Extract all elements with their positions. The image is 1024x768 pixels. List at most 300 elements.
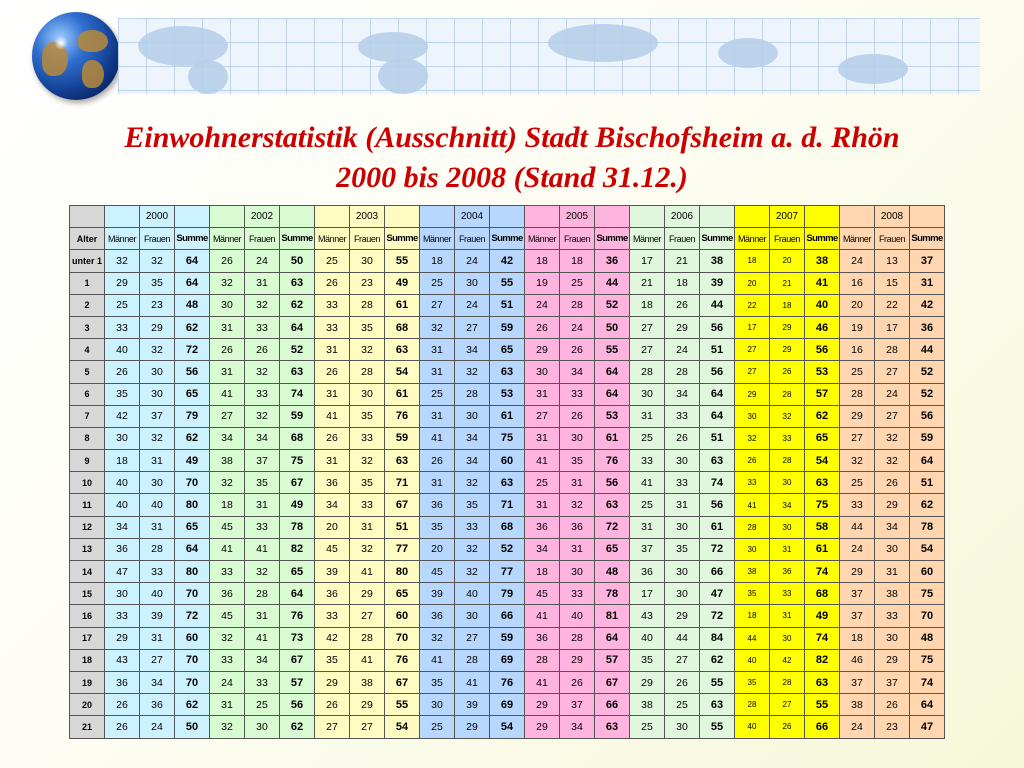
summe-cell: 63: [280, 361, 315, 383]
summe-cell: 56: [700, 494, 735, 516]
frauen-cell: 32: [140, 339, 175, 361]
frauen-cell: 29: [875, 649, 910, 671]
table-row: [70, 494, 945, 516]
summe-cell: 57: [280, 671, 315, 693]
summe-cell: 64: [595, 361, 630, 383]
frauen-cell: 30: [770, 516, 805, 538]
summe-cell: 76: [490, 671, 525, 693]
age-cell: 13: [70, 538, 105, 560]
frauen-cell: 29: [350, 583, 385, 605]
frauen-cell: 18: [665, 272, 700, 294]
maenner-cell: 34: [105, 516, 140, 538]
maenner-cell: 32: [420, 627, 455, 649]
frauen-cell: 28: [350, 361, 385, 383]
summe-cell: 71: [490, 494, 525, 516]
frauen-cell: 35: [350, 316, 385, 338]
summe-cell: 65: [385, 583, 420, 605]
summe-cell: 37: [910, 250, 945, 272]
summe-cell: 67: [595, 671, 630, 693]
summe-cell: 52: [910, 383, 945, 405]
summe-cell: 47: [910, 716, 945, 738]
maenner-cell: 45: [315, 538, 350, 560]
summe-cell: 40: [805, 294, 840, 316]
maenner-cell: 40: [735, 649, 770, 671]
frauen-cell: 32: [455, 361, 490, 383]
frauen-cell: 28: [770, 383, 805, 405]
frauen-cell: 29: [560, 649, 595, 671]
summe-cell: 81: [595, 605, 630, 627]
maenner-cell: 33: [105, 605, 140, 627]
frauen-cell: 28: [560, 294, 595, 316]
age-cell: 2: [70, 294, 105, 316]
summe-cell: 53: [805, 361, 840, 383]
summe-cell: 55: [385, 250, 420, 272]
frauen-cell: 30: [455, 605, 490, 627]
summe-cell: 57: [805, 383, 840, 405]
maenner-cell: 29: [525, 694, 560, 716]
column-header-summe: Summe: [595, 228, 630, 250]
summe-cell: 69: [490, 694, 525, 716]
table-row: [70, 671, 945, 693]
summe-cell: 75: [490, 427, 525, 449]
frauen-cell: 29: [140, 316, 175, 338]
summe-cell: 64: [175, 538, 210, 560]
frauen-cell: 32: [875, 427, 910, 449]
summe-cell: 58: [805, 516, 840, 538]
summe-cell: 65: [595, 538, 630, 560]
age-cell: 6: [70, 383, 105, 405]
age-cell: 11: [70, 494, 105, 516]
maenner-cell: 32: [840, 450, 875, 472]
maenner-cell: 26: [105, 716, 140, 738]
age-cell: 17: [70, 627, 105, 649]
summe-cell: 79: [490, 583, 525, 605]
frauen-cell: 29: [875, 494, 910, 516]
column-header-maenner: Männer: [315, 228, 350, 250]
frauen-cell: 20: [770, 250, 805, 272]
maenner-cell: 36: [315, 472, 350, 494]
maenner-cell: 35: [105, 383, 140, 405]
frauen-cell: 30: [875, 538, 910, 560]
frauen-cell: 26: [560, 405, 595, 427]
maenner-cell: 44: [840, 516, 875, 538]
maenner-cell: 27: [630, 339, 665, 361]
frauen-cell: 40: [560, 605, 595, 627]
frauen-cell: 32: [140, 427, 175, 449]
column-header-frauen: Frauen: [560, 228, 595, 250]
frauen-cell: 32: [245, 405, 280, 427]
table-row: [70, 694, 945, 716]
frauen-cell: 35: [140, 272, 175, 294]
maenner-cell: 39: [315, 561, 350, 583]
frauen-cell: 24: [455, 294, 490, 316]
maenner-cell: 29: [630, 671, 665, 693]
summe-cell: 63: [490, 361, 525, 383]
summe-cell: 65: [490, 339, 525, 361]
summe-cell: 79: [175, 405, 210, 427]
summe-cell: 52: [490, 538, 525, 560]
table-row: [70, 649, 945, 671]
frauen-cell: 36: [140, 694, 175, 716]
maenner-cell: 19: [525, 272, 560, 294]
frauen-cell: 24: [875, 383, 910, 405]
frauen-cell: 30: [560, 561, 595, 583]
maenner-cell: 25: [420, 383, 455, 405]
frauen-cell: 30: [665, 450, 700, 472]
maenner-cell: 26: [420, 450, 455, 472]
frauen-cell: 33: [245, 516, 280, 538]
column-header-frauen: Frauen: [770, 228, 805, 250]
frauen-cell: 37: [875, 671, 910, 693]
frauen-cell: 31: [770, 605, 805, 627]
summe-cell: 44: [595, 272, 630, 294]
maenner-cell: 31: [525, 383, 560, 405]
summe-cell: 64: [700, 405, 735, 427]
summe-cell: 47: [700, 583, 735, 605]
column-header-frauen: Frauen: [455, 228, 490, 250]
frauen-cell: 33: [875, 605, 910, 627]
maenner-cell: 40: [105, 472, 140, 494]
frauen-cell: 41: [350, 649, 385, 671]
maenner-cell: 36: [420, 605, 455, 627]
summe-cell: 51: [490, 294, 525, 316]
frauen-cell: 35: [560, 450, 595, 472]
frauen-cell: 40: [455, 583, 490, 605]
frauen-cell: 32: [245, 561, 280, 583]
table-row: [70, 427, 945, 449]
maenner-cell: 21: [630, 272, 665, 294]
frauen-cell: 26: [770, 361, 805, 383]
summe-cell: 65: [175, 516, 210, 538]
summe-cell: 82: [805, 649, 840, 671]
summe-cell: 70: [910, 605, 945, 627]
summe-cell: 49: [385, 272, 420, 294]
maenner-cell: 29: [525, 339, 560, 361]
maenner-cell: 41: [315, 405, 350, 427]
table-row: [70, 605, 945, 627]
frauen-cell: 13: [875, 250, 910, 272]
frauen-cell: 30: [665, 561, 700, 583]
maenner-cell: 18: [840, 627, 875, 649]
maenner-cell: 26: [105, 361, 140, 383]
maenner-cell: 18: [630, 294, 665, 316]
frauen-cell: 30: [875, 627, 910, 649]
frauen-cell: 32: [350, 450, 385, 472]
frauen-cell: 30: [140, 361, 175, 383]
summe-cell: 62: [805, 405, 840, 427]
column-header-summe: Summe: [910, 228, 945, 250]
maenner-cell: 30: [525, 361, 560, 383]
summe-cell: 61: [490, 405, 525, 427]
table-row: [70, 272, 945, 294]
frauen-cell: 31: [140, 627, 175, 649]
maenner-cell: 26: [105, 694, 140, 716]
summe-cell: 51: [700, 339, 735, 361]
maenner-cell: 42: [315, 627, 350, 649]
summe-cell: 53: [595, 405, 630, 427]
frauen-cell: 30: [665, 516, 700, 538]
maenner-cell: 36: [630, 561, 665, 583]
maenner-cell: 26: [315, 427, 350, 449]
frauen-cell: 32: [350, 538, 385, 560]
frauen-cell: 33: [560, 583, 595, 605]
maenner-cell: 27: [210, 405, 245, 427]
summe-cell: 49: [175, 450, 210, 472]
year-header-blank: [280, 206, 315, 228]
summe-cell: 60: [490, 450, 525, 472]
frauen-cell: 30: [455, 405, 490, 427]
summe-cell: 68: [805, 583, 840, 605]
summe-cell: 64: [175, 250, 210, 272]
year-header-2006: 2006: [665, 206, 700, 228]
maenner-cell: 31: [420, 472, 455, 494]
year-header-blank: [210, 206, 245, 228]
frauen-cell: 25: [245, 694, 280, 716]
maenner-cell: 32: [210, 272, 245, 294]
maenner-cell: 36: [105, 538, 140, 560]
age-cell: 4: [70, 339, 105, 361]
maenner-cell: 28: [525, 649, 560, 671]
summe-cell: 64: [700, 383, 735, 405]
frauen-cell: 27: [665, 649, 700, 671]
summe-cell: 65: [175, 383, 210, 405]
globe-logo: [32, 12, 120, 100]
year-header-2007: 2007: [770, 206, 805, 228]
corner-cell: [70, 206, 105, 228]
maenner-cell: 31: [315, 383, 350, 405]
summe-cell: 76: [385, 649, 420, 671]
frauen-cell: 28: [455, 649, 490, 671]
maenner-cell: 32: [735, 427, 770, 449]
summe-cell: 36: [910, 316, 945, 338]
frauen-cell: 26: [560, 671, 595, 693]
maenner-cell: 44: [735, 627, 770, 649]
age-cell: 18: [70, 649, 105, 671]
summe-cell: 59: [490, 316, 525, 338]
frauen-cell: 27: [770, 694, 805, 716]
maenner-cell: 24: [840, 538, 875, 560]
maenner-cell: 27: [630, 316, 665, 338]
summe-cell: 72: [175, 605, 210, 627]
maenner-cell: 26: [315, 272, 350, 294]
frauen-cell: 31: [245, 272, 280, 294]
frauen-cell: 28: [560, 627, 595, 649]
frauen-cell: 41: [455, 671, 490, 693]
frauen-cell: 39: [140, 605, 175, 627]
column-header-frauen: Frauen: [875, 228, 910, 250]
year-header-2000: 2000: [140, 206, 175, 228]
frauen-cell: 33: [560, 383, 595, 405]
year-header-blank: [175, 206, 210, 228]
frauen-cell: 30: [350, 250, 385, 272]
summe-cell: 38: [700, 250, 735, 272]
maenner-cell: 31: [630, 405, 665, 427]
maenner-cell: 29: [525, 716, 560, 738]
summe-cell: 63: [385, 450, 420, 472]
frauen-cell: 35: [350, 472, 385, 494]
maenner-cell: 35: [315, 649, 350, 671]
summe-cell: 62: [175, 316, 210, 338]
frauen-cell: 33: [770, 583, 805, 605]
column-header-maenner: Männer: [840, 228, 875, 250]
maenner-cell: 28: [735, 516, 770, 538]
summe-cell: 77: [490, 561, 525, 583]
summe-cell: 75: [805, 494, 840, 516]
frauen-cell: 27: [350, 716, 385, 738]
summe-cell: 57: [595, 649, 630, 671]
table-row: [70, 316, 945, 338]
maenner-cell: 41: [420, 427, 455, 449]
year-header-2003: 2003: [350, 206, 385, 228]
frauen-cell: 40: [140, 583, 175, 605]
frauen-cell: 41: [350, 561, 385, 583]
maenner-cell: 20: [315, 516, 350, 538]
summe-cell: 67: [280, 649, 315, 671]
summe-cell: 59: [280, 405, 315, 427]
maenner-cell: 27: [525, 405, 560, 427]
table-row: [70, 561, 945, 583]
frauen-cell: 36: [770, 561, 805, 583]
frauen-cell: 30: [770, 472, 805, 494]
maenner-cell: 29: [840, 561, 875, 583]
maenner-cell: 27: [420, 294, 455, 316]
maenner-cell: 47: [105, 561, 140, 583]
maenner-cell: 31: [420, 339, 455, 361]
maenner-cell: 31: [315, 450, 350, 472]
maenner-cell: 26: [210, 339, 245, 361]
maenner-cell: 33: [210, 649, 245, 671]
summe-cell: 74: [700, 472, 735, 494]
summe-cell: 74: [805, 627, 840, 649]
maenner-cell: 32: [210, 716, 245, 738]
frauen-cell: 32: [875, 450, 910, 472]
frauen-cell: 31: [140, 516, 175, 538]
maenner-cell: 28: [840, 383, 875, 405]
frauen-cell: 32: [350, 339, 385, 361]
summe-cell: 63: [280, 272, 315, 294]
frauen-cell: 33: [455, 516, 490, 538]
maenner-cell: 40: [105, 339, 140, 361]
maenner-cell: 26: [525, 316, 560, 338]
summe-cell: 70: [385, 627, 420, 649]
frauen-cell: 34: [875, 516, 910, 538]
maenner-cell: 32: [420, 316, 455, 338]
maenner-cell: 38: [840, 694, 875, 716]
summe-cell: 49: [805, 605, 840, 627]
frauen-cell: 33: [665, 405, 700, 427]
maenner-cell: 26: [315, 694, 350, 716]
frauen-cell: 28: [245, 583, 280, 605]
frauen-cell: 23: [875, 716, 910, 738]
summe-cell: 52: [280, 339, 315, 361]
column-header-frauen: Frauen: [350, 228, 385, 250]
maenner-cell: 43: [105, 649, 140, 671]
summe-cell: 52: [910, 361, 945, 383]
column-header-maenner: Männer: [420, 228, 455, 250]
age-cell: 19: [70, 671, 105, 693]
maenner-cell: 31: [210, 316, 245, 338]
frauen-cell: 35: [245, 472, 280, 494]
frauen-cell: 34: [560, 361, 595, 383]
frauen-cell: 31: [560, 472, 595, 494]
frauen-cell: 33: [665, 472, 700, 494]
maenner-cell: 34: [210, 427, 245, 449]
year-header-2008: 2008: [875, 206, 910, 228]
year-header-2004: 2004: [455, 206, 490, 228]
frauen-cell: 30: [455, 272, 490, 294]
summe-cell: 72: [700, 605, 735, 627]
maenner-cell: 41: [210, 538, 245, 560]
frauen-cell: 26: [770, 716, 805, 738]
summe-cell: 72: [175, 339, 210, 361]
frauen-cell: 27: [455, 316, 490, 338]
maenner-cell: 32: [210, 627, 245, 649]
summe-cell: 51: [385, 516, 420, 538]
maenner-cell: 30: [735, 405, 770, 427]
maenner-cell: 25: [630, 427, 665, 449]
summe-cell: 56: [595, 472, 630, 494]
table-row: [70, 405, 945, 427]
maenner-cell: 32: [210, 472, 245, 494]
maenner-cell: 28: [735, 694, 770, 716]
maenner-cell: 28: [630, 361, 665, 383]
frauen-cell: 23: [350, 272, 385, 294]
summe-cell: 64: [280, 583, 315, 605]
maenner-cell: 36: [105, 671, 140, 693]
maenner-cell: 17: [630, 583, 665, 605]
summe-cell: 54: [490, 716, 525, 738]
age-cell: 14: [70, 561, 105, 583]
summe-cell: 61: [805, 538, 840, 560]
frauen-cell: 27: [350, 605, 385, 627]
summe-cell: 64: [910, 694, 945, 716]
frauen-cell: 24: [665, 339, 700, 361]
frauen-cell: 37: [560, 694, 595, 716]
maenner-cell: 25: [525, 472, 560, 494]
frauen-cell: 28: [770, 450, 805, 472]
summe-cell: 70: [175, 649, 210, 671]
summe-cell: 65: [805, 427, 840, 449]
frauen-cell: 31: [140, 450, 175, 472]
maenner-cell: 16: [840, 339, 875, 361]
frauen-cell: 42: [770, 649, 805, 671]
maenner-cell: 33: [840, 494, 875, 516]
age-cell: unter 1: [70, 250, 105, 272]
maenner-cell: 33: [315, 605, 350, 627]
year-header-2002: 2002: [245, 206, 280, 228]
maenner-cell: 46: [840, 649, 875, 671]
frauen-cell: 34: [770, 494, 805, 516]
frauen-cell: 28: [665, 361, 700, 383]
summe-cell: 64: [910, 450, 945, 472]
summe-cell: 66: [700, 561, 735, 583]
summe-cell: 76: [280, 605, 315, 627]
column-header-summe: Summe: [385, 228, 420, 250]
frauen-cell: 24: [560, 316, 595, 338]
summe-cell: 56: [700, 316, 735, 338]
column-header-frauen: Frauen: [665, 228, 700, 250]
maenner-cell: 41: [210, 383, 245, 405]
frauen-cell: 26: [665, 671, 700, 693]
summe-cell: 60: [910, 561, 945, 583]
summe-cell: 60: [385, 605, 420, 627]
table-row: [70, 716, 945, 738]
column-header-maenner: Männer: [525, 228, 560, 250]
maenner-cell: 33: [105, 316, 140, 338]
year-header-blank: [105, 206, 140, 228]
frauen-cell: 34: [665, 383, 700, 405]
frauen-cell: 24: [245, 250, 280, 272]
